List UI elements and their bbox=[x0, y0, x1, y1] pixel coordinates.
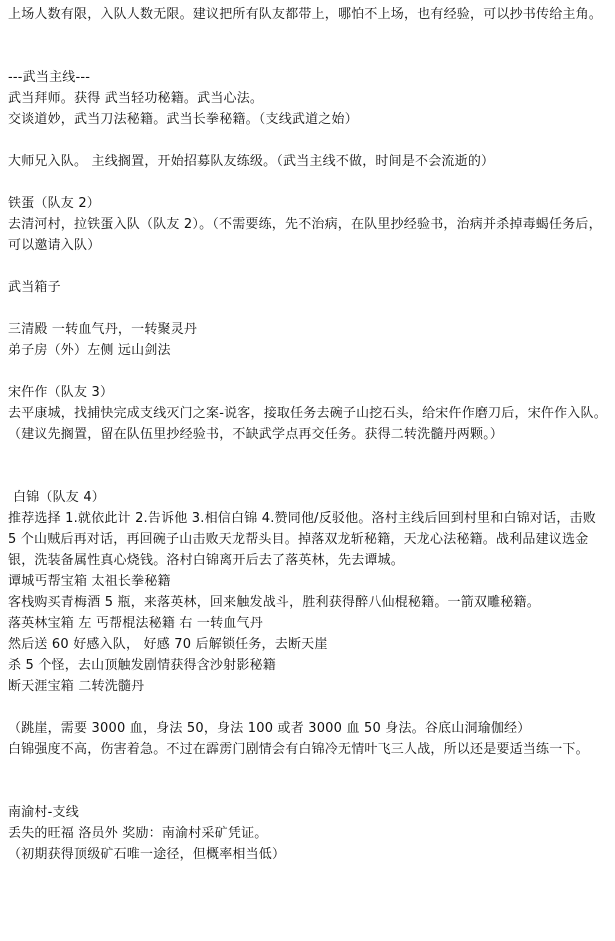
document-body bbox=[8, 4, 608, 865]
document-paragraph: 断天涯宝箱 二转洗髓丹 bbox=[8, 679, 145, 694]
document-paragraph: 上场人数有限，入队人数无限。建议把所有队友都带上，哪怕不上场，也有经验，可以抄书传给主角。 bbox=[8, 7, 603, 22]
document-paragraph: 落英林宝箱 左 丐帮棍法秘籍 右 一转血气丹 bbox=[8, 616, 263, 631]
document-paragraph: 武当拜师。获得 武当轻功秘籍。武当心法。 bbox=[8, 91, 264, 106]
document-paragraph: 去平康城，找捕快完成支线灭门之案-说客，接取任务去碗子山挖石头，给宋仵作磨刀后，宋仵作入队。（建议先搁置，留在队伍里抄经验书，不缺武学点再交任务。获得二转洗髓丹两颗。） bbox=[8, 406, 607, 442]
blank-line bbox=[8, 130, 608, 151]
blank-line bbox=[8, 298, 608, 319]
document-paragraph: 白锦强度不高，伤害着急。不过在霹雳门剧情会有白锦冷无情叶飞三人战，所以还是要适当练一下。 bbox=[8, 742, 589, 757]
blank-line bbox=[8, 25, 608, 67]
blank-line bbox=[8, 697, 608, 718]
document-paragraph: 然后送 60 好感入队， 好感 70 后解锁任务，去断天崖 bbox=[8, 637, 328, 652]
document-paragraph: 南渝村-支线 bbox=[8, 805, 79, 820]
document-paragraph: 白锦（队友 4） bbox=[13, 490, 106, 505]
document-paragraph: 去清河村，拉铁蛋入队（队友 2）。（不需要练，先不治病，在队里抄经验书，治病并杀掉毒蝎任务后，可以邀请入队） bbox=[8, 217, 602, 253]
document-paragraph: （初期获得顶级矿石唯一途径，但概率相当低） bbox=[8, 847, 286, 862]
document-paragraph: 交谈道妙，武当刀法秘籍。武当长拳秘籍。（支线武道之始） bbox=[8, 112, 358, 127]
document-paragraph: 三清殿 一转血气丹，一转聚灵丹 bbox=[8, 322, 198, 337]
blank-line bbox=[8, 445, 608, 487]
document-paragraph: 谭城丐帮宝箱 太祖长拳秘籍 bbox=[8, 574, 171, 589]
blank-line bbox=[8, 256, 608, 277]
blank-line bbox=[8, 760, 608, 802]
document-paragraph: 杀 5 个怪，去山顶触发剧情获得含沙射影秘籍 bbox=[8, 658, 276, 673]
document-paragraph: （跳崖，需要 3000 血，身法 50，身法 100 或者 3000 血 50 身法。谷底山洞瑜伽经） bbox=[8, 721, 531, 736]
document-paragraph: 宋仵作（队友 3） bbox=[8, 385, 114, 400]
document-paragraph: 推荐选择 1.就依此计 2.告诉他 3.相信白锦 4.赞同他/反驳他。洛村主线后回到村里和白锦对话，击败 5 个山贼后再对话，再回碗子山击败天龙帮头目。掉落双龙斩秘籍，天龙心法秘籍。战利品建议选金银，洗装备属性真心烧钱。洛村白锦离开后去了落英林，先去谭城。 bbox=[8, 511, 596, 568]
document-paragraph: 丢失的旺福 洛员外 奖励：南渝村采矿凭证。 bbox=[8, 826, 268, 841]
document-paragraph: ---武当主线--- bbox=[8, 70, 91, 85]
document-paragraph: 弟子房（外）左侧 远山剑法 bbox=[8, 343, 171, 358]
document-paragraph: 大师兄入队。 主线搁置，开始招募队友练级。（武当主线不做，时间是不会流逝的） bbox=[8, 154, 495, 169]
document-paragraph: 客栈购买青梅酒 5 瓶，来落英林，回来触发战斗，胜利获得醉八仙棍秘籍。一箭双雕秘籍。 bbox=[8, 595, 540, 610]
document-paragraph: 武当箱子 bbox=[8, 280, 61, 295]
blank-line bbox=[8, 361, 608, 382]
document-paragraph: 铁蛋（队友 2） bbox=[8, 196, 101, 211]
blank-line bbox=[8, 172, 608, 193]
